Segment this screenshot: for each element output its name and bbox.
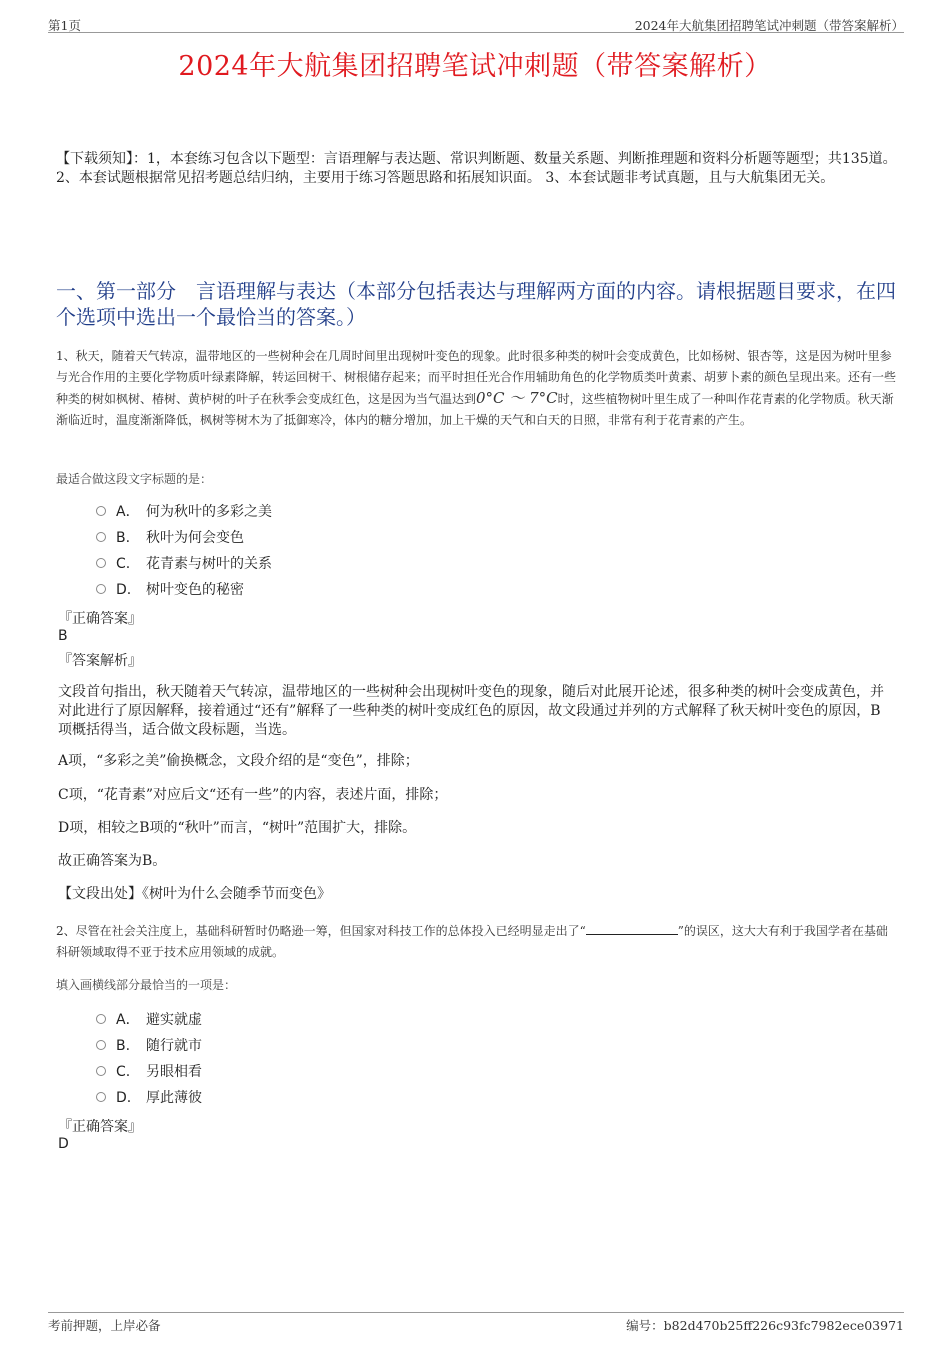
page-number: 第1页 — [48, 18, 81, 33]
q1-option-c[interactable]: C. 花青素与树叶的关系 — [96, 554, 272, 574]
page-header — [48, 14, 904, 33]
question-1-text: 1、秋天，随着天气转凉，温带地区的一些树种会在几周时间里出现树叶变色的现象。此时很多种类的树叶会变成黄色，比如杨树、银杏等，这是因为树叶里参与光合作用的主要化学物质叶绿素降解，转运回树干、树根储存起来；而平时担任光合作用辅助角色的化学物质类叶黄素、胡萝卜素的颜色呈现出来。还有一些种类的树如枫树、椿树、黄栌树的叶子在秋季会变成红色，这是因为当气温达到0°C ～ 7°C时，这些植物树叶里生成了一种叫作花青素的化学物质。秋天渐渐临近时，温度渐渐降低，枫树等树木为了抵御寒冷，体内的糖分增加，加上干燥的天气和白天的日照，非常有利于花青素的产生。 — [56, 349, 897, 427]
q2-answer: D — [58, 1136, 69, 1152]
radio-icon[interactable] — [96, 1040, 106, 1050]
page-footer — [48, 1312, 904, 1333]
section-heading: 一、第一部分 言语理解与表达（本部分包括表达与理解两方面的内容。请根据题目要求，在四个选项中选出一个最恰当的答案。） — [56, 279, 896, 329]
radio-icon[interactable] — [96, 1066, 106, 1076]
question-2-prompt: 填入画横线部分最恰当的一项是： — [56, 978, 237, 992]
q1-analysis-paragraph: D项，相较之B项的“秋叶”而言，“树叶”范围扩大，排除。 — [58, 820, 417, 836]
radio-icon[interactable] — [96, 1014, 106, 1024]
q1-analysis-conclusion: 故正确答案为B。 — [58, 853, 167, 869]
q1-source: 【文段出处】《树叶为什么会随季节而变色》 — [58, 886, 331, 902]
q1-analysis-label: 『答案解析』 — [58, 653, 142, 669]
question-1-prompt: 最适合做这段文字标题的是： — [56, 472, 213, 486]
q2-option-a[interactable]: A． 避实就虚 — [96, 1010, 202, 1030]
q2-answer-label: 『正确答案』 — [58, 1119, 142, 1135]
radio-icon[interactable] — [96, 506, 106, 516]
radio-icon[interactable] — [96, 584, 106, 594]
q2-option-b[interactable]: B. 随行就市 — [96, 1036, 202, 1056]
radio-icon[interactable] — [96, 532, 106, 542]
download-notice: 【下载须知】：1，本套练习包含以下题型：言语理解与表达题、常识判断题、数量关系题、判断推理题和资料分析题等题型；共135道。 2、本套试题根据常见招考题总结归纳，主要用于练习答题思路和拓展知识面。 3、本套试题非考试真题，且与大航集团无关。 — [56, 151, 897, 186]
q1-analysis-paragraph: C项，“花青素”对应后文“还有一些”的内容，表述片面，排除； — [58, 787, 448, 803]
temperature-formula: 0°C ～ 7°C — [476, 389, 558, 407]
q1-answer: B — [58, 628, 68, 644]
question-2-text: 2、尽管在社会关注度上，基础科研暂时仍略逊一筹，但国家对科技工作的总体投入已经明显走出了“ ”的误区，这大大有利于我国学者在基础科研领域取得不亚于技术应用领域的成就。 — [56, 924, 888, 959]
document-serial: 编号：b82d470b25ff226c93fc7982ece03971 — [626, 1318, 904, 1333]
radio-icon[interactable] — [96, 1092, 106, 1102]
q1-option-b[interactable]: B. 秋叶为何会变色 — [96, 528, 244, 548]
radio-icon[interactable] — [96, 558, 106, 568]
q1-analysis-paragraph: A项，“多彩之美”偷换概念，文段介绍的是“变色”，排除； — [58, 753, 419, 769]
q1-answer-label: 『正确答案』 — [58, 611, 142, 627]
q2-option-d[interactable]: D. 厚此薄彼 — [96, 1088, 202, 1108]
q1-option-a[interactable]: A． 何为秋叶的多彩之美 — [96, 502, 272, 522]
footer-slogan: 考前押题，上岸必备 — [48, 1318, 161, 1333]
fill-in-blank — [586, 922, 678, 935]
q2-option-c[interactable]: C. 另眼相看 — [96, 1062, 202, 1082]
document-title: 2024年大航集团招聘笔试冲刺题（带答案解析） — [178, 51, 772, 82]
q1-analysis-paragraph: 文段首句指出，秋天随着天气转凉，温带地区的一些树种会出现树叶变色的现象，随后对此展开论述，很多种类的树叶会变成黄色，并对此进行了原因解释，接着通过“还有”解释了一些种类的树叶变成红色的原因，故文段通过并列的方式解释了秋天树叶变色的原因，B项概括得当，适合做文段标题，当选。 — [58, 684, 884, 738]
q1-option-d[interactable]: D. 树叶变色的秘密 — [96, 580, 244, 600]
header-doc-title: 2024年大航集团招聘笔试冲刺题（带答案解析） — [634, 18, 904, 33]
